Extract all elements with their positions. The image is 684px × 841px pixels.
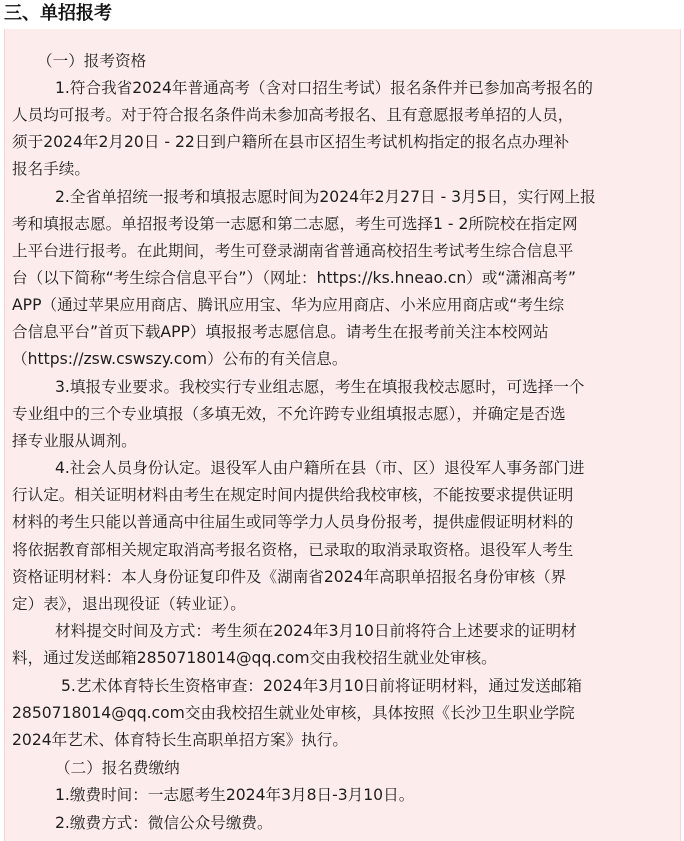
paragraph-line: 2.缴费方式：微信公众号缴费。 [55,814,273,832]
paragraph-line: 行认定。相关证明材料由考生在规定时间内提供给我校审核，不能按要求提供证明 [12,486,574,504]
paragraph-line: 台（以下简称“考生综合信息平台”）（网址：https://ks.hneao.cn）或“潇湘高考” [12,269,576,287]
paragraph-line: 1.符合我省2024年普通高考（含对口招生考试）报名条件并已参加高考报名的 [55,79,593,97]
paragraph-line: 定）表》，退出现役证（转业证）。 [12,595,246,613]
paragraph-line: （https://zsw.cswszy.com）公布的有关信息。 [12,350,348,368]
paragraph-line: 上平台进行报考。在此期间，考生可登录湖南省普通高校招生考试考生综合信息平 [12,242,574,260]
paragraph-line: 材料提交时间及方式：考生须在2024年3月10日前将符合上述要求的证明材 [55,622,577,640]
paragraph-line: 料，通过发送邮箱2850718014@qq.com交由我校招生就业处审核。 [12,649,497,667]
paragraph-line: 资格证明材料：本人身份证复印件及《湖南省2024年高职单招报名身份审核（界 [12,568,567,586]
paragraph-line: 材料的考生只能以普通高中往届生或同等学力人员身份报考，提供虚假证明材料的 [12,513,574,531]
paragraph-line: 5.艺术体育特长生资格审查：2024年3月10日前将证明材料，通过发送邮箱 [61,677,582,695]
paragraph-line: 须于2024年2月20日 - 22日到户籍所在县市区招生考试机构指定的报名点办理补 [12,133,570,151]
paragraph-line: 将依据教育部相关规定取消高考报名资格，已录取的取消录取资格。退役军人考生 [12,541,574,559]
paragraph-line: 考和填报志愿。单招报考设第一志愿和第二志愿，考生可选择1 - 2所院校在指定网 [12,215,578,233]
content-panel [4,29,681,841]
paragraph-line: 2.全省单招统一报考和填报志愿时间为2024年2月27日 - 3月5日，实行网上报 [55,188,596,206]
subheading-eligibility: （一）报考资格 [37,52,147,70]
paragraph-line: 合信息平台”首页下载APP）填报报考志愿信息。请考生在报考前关注本校网站 [12,323,549,341]
paragraph-line: 报名手续。 [12,160,90,178]
paragraph-line: 2024年艺术、体育特长生高职单招方案》执行。 [12,731,348,749]
section-title: 三、单招报考 [4,3,112,24]
paragraph-line: 1.缴费时间：一志愿考生2024年3月8日-3月10日。 [55,786,415,804]
paragraph-line: 3.填报专业要求。我校实行专业组志愿，考生在填报我校志愿时，可选择一个 [55,378,585,396]
subheading-fee-payment: （二）报名费缴纳 [55,759,180,777]
paragraph-line: APP（通过苹果应用商店、腾讯应用宝、华为应用商店、小米应用商店或“考生综 [12,296,565,314]
paragraph-line: 人员均可报考。对于符合报名条件尚未参加高考报名、且有意愿报考单招的人员， [12,106,574,124]
paragraph-line: 专业组中的三个专业填报（多填无效，不允许跨专业组填报志愿），并确定是否选 [12,405,566,423]
paragraph-line: 择专业服从调剂。 [12,432,137,450]
paragraph-line: 4.社会人员身份认定。退役军人由户籍所在县（市、区）退役军人事务部门进 [55,459,585,477]
paragraph-line: 2850718014@qq.com交由我校招生就业处审核，具体按照《长沙卫生职业学院 [12,704,575,722]
